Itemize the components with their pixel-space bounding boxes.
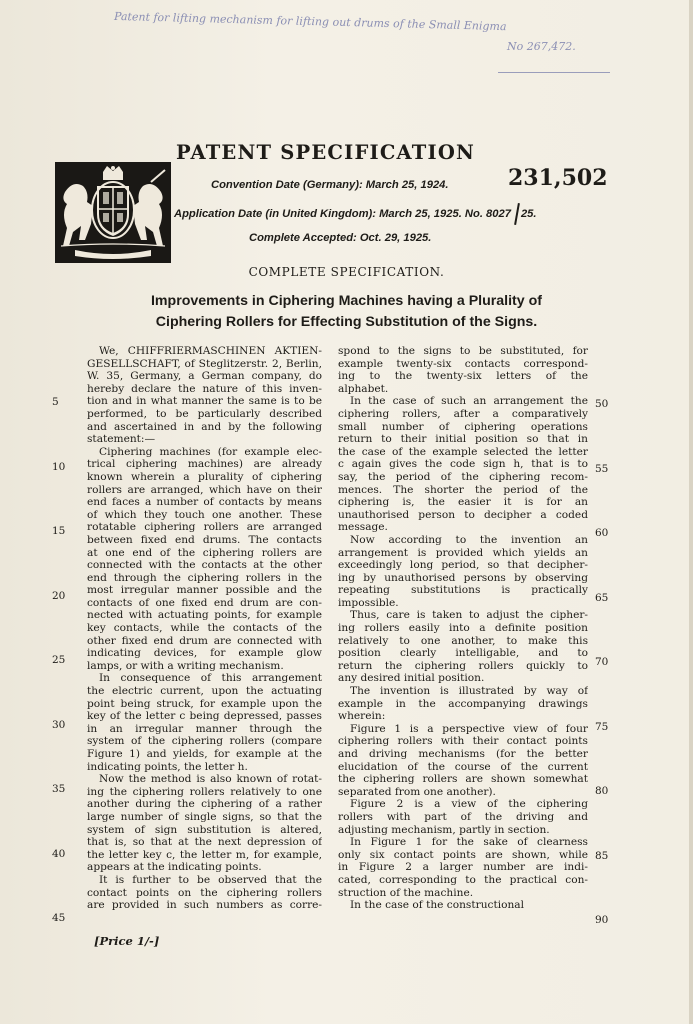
text-line: example in the accompanying drawings [338,697,588,710]
text-line: rollers are arranged, which have on their [87,483,322,496]
application-date-suffix: 25. [520,207,537,220]
text-line: ciphering is, the easier it is for an [338,496,588,509]
line-number: 15 [52,525,66,537]
text-line: most irregular manner possible and the [87,584,322,597]
royal-coat-of-arms-icon [55,162,171,263]
line-number: 70 [595,656,609,668]
text-line: cated, corresponding to the practical con- [338,873,588,886]
line-number: 25 [52,654,66,666]
text-line: point being struck, for example upon the [87,697,322,710]
text-line: spond to the signs to be substituted, for [338,345,588,357]
text-line: contact points on the ciphering rollers [87,886,322,899]
line-number: 65 [595,591,609,604]
text-line: that is, so that at the next depression of [87,836,322,849]
text-line: only six contact points are shown, while [338,848,588,861]
text-line: rollers with part of the driving and [338,810,588,823]
text-line: unauthorised person to decipher a coded [338,508,588,521]
line-number: 10 [52,460,66,473]
text-line: key contacts, while the contacts of the [87,622,322,635]
text-line: It is further to be observed that the [99,873,322,886]
text-line: are provided in such numbers as corre- [87,899,322,912]
slash-mark [514,203,520,225]
handwritten-note-line2: No 267,472. [507,40,576,53]
text-line: W. 35, Germany, a German company, do [87,370,322,383]
text-line: relatively to one another, to make this [338,634,588,647]
text-line: small number of ciphering operations [338,420,588,433]
complete-accepted-date: Complete Accepted: Oct. 29, 1925. [249,232,432,244]
text-line: other fixed end drum are connected with [87,634,322,647]
handwritten-note-line1: Patent for lifting mechanism for lifting out drums of the Small Enigma [113,9,507,34]
text-line: the letter key c, the letter m, for example, [87,848,322,861]
line-number: 30 [52,718,66,731]
text-line: of which they touch one another. These [87,508,322,521]
text-line: Figure 2 is a view of the ciphering [350,798,588,811]
application-date [174,203,537,225]
text-line: message. [338,521,388,534]
text-line: Now according to the invention an [350,533,588,546]
text-line: in Figure 2 a larger number are indi- [338,861,588,874]
text-line: ciphering rollers with their contact points [338,735,588,748]
text-line: In the case of such an arrangement the [350,395,588,408]
text-line: wherein: [338,710,386,723]
text-line: We, CHIFFRIERMASCHINEN AKTIEN- [99,345,322,357]
invention-title-line2: Ciphering Rollers for Effecting Substitution of the Signs. [155,314,538,330]
text-line: c again gives the code sign h, that is to [338,458,588,471]
text-line: trical ciphering machines) are already [87,458,322,471]
line-number: 20 [52,589,66,602]
line-number: 80 [595,785,609,797]
text-line: return the ciphering rollers quickly to [338,659,588,672]
text-line: end faces a number of contacts by means [87,496,322,509]
right-text-column [338,345,588,912]
text-line: mences. The shorter the period of the [338,483,588,496]
text-line: repeating substitutions is practically [338,584,588,597]
text-line: Now the method is also known of rotat- [99,773,322,786]
patent-number: 231,502 [508,165,608,191]
text-line: In the case of the constructional [350,899,524,912]
text-line: appears at the indicating points. [87,861,262,874]
complete-specification-heading: COMPLETE SPECIFICATION. [248,265,445,279]
text-line: Figure 1 is a perspective view of four [350,722,588,735]
text-line: Ciphering machines (for example elec- [99,445,322,458]
text-line: key of the letter c being depressed, passes [87,710,322,723]
text-line: another during the ciphering of a rather [87,798,322,811]
text-line: The invention is illustrated by way of [350,685,588,698]
text-line: the case of the example selected the letter [338,445,588,458]
convention-date: Convention Date (Germany): March 25, 1924. [211,179,449,191]
text-line: system of the ciphering rollers (compare [87,735,322,748]
text-line: contacts of one fixed end drum are con- [87,596,322,609]
text-line: indicating points, the letter h. [87,760,248,773]
text-line: Thus, care is taken to adjust the cipher- [350,609,588,622]
text-line: and driving mechanisms (for the better [338,748,588,760]
price-label: [Price 1/-] [94,934,160,948]
page-edge [689,0,693,1024]
line-number: 5 [52,396,59,408]
text-line: in an irregular manner through the [87,722,322,735]
text-line: rotatable ciphering rollers are arranged [87,521,322,534]
text-line: nected with actuating points, for example [87,609,322,622]
line-number: 75 [595,720,609,733]
line-number: 35 [52,783,66,795]
line-number: 55 [595,462,609,475]
text-line: performed, to be particularly described [87,407,322,420]
text-line: example twenty-six contacts correspond- [338,357,588,370]
text-line: at one end of the ciphering rollers are [87,546,322,559]
text-line: say, the period of the ciphering recom- [338,470,588,483]
text-line: position clearly intelligable, and to [338,647,588,660]
text-line: the electric current, upon the actuating [87,685,322,698]
text-line: ciphering rollers, after a comparatively [338,407,588,420]
text-line: exceedingly long period, so that decipher- [338,559,588,572]
line-number: 50 [595,398,609,410]
application-date-text: Application Date (in United Kingdom): March 25, 1925. No. 8027 [174,207,511,220]
text-line: hereby declare the nature of this inven- [87,382,322,395]
text-line: system of sign substitution is altered, [87,823,322,836]
text-line: GESELLSCHAFT, of Steglitzerstr. 2, Berlin, [87,357,322,370]
line-number: 85 [595,849,609,862]
text-line: indicating devices, for example glow [87,647,322,660]
line-number: 40 [52,847,66,860]
text-line: In Figure 1 for the sake of clearness [350,836,588,849]
text-line: large number of single signs, so that the [87,810,322,823]
text-line: ing the ciphering rollers relatively to one [87,785,322,798]
text-line: known wherein a plurality of ciphering [87,470,322,483]
page-title: PATENT SPECIFICATION [176,141,476,164]
text-line: the ciphering rollers are shown somewhat [338,773,588,786]
text-line: lamps, or with a writing mechanism. [87,659,284,672]
text-line: statement:— [87,433,156,446]
text-line: adjusting mechanism, partly in section. [338,823,550,836]
left-text-column [87,345,322,912]
text-line: ing rollers easily into a definite position [338,622,588,635]
text-line: separated from one another). [338,785,496,798]
text-line: and ascertained in and by the following [87,420,322,433]
handwritten-underline [498,72,610,73]
text-line: tion and in what manner the same is to be [87,395,322,408]
text-line: elucidation of the course of the current [338,760,588,773]
text-line: alphabet. [338,382,389,395]
line-number: 45 [52,912,66,924]
line-number: 60 [595,527,609,539]
text-line: ing to the twenty-six letters of the [338,370,588,383]
text-line: return to their initial position so that in [338,433,588,446]
text-line: any desired initial position. [338,672,485,685]
line-number: 90 [595,914,609,926]
text-line: struction of the machine. [338,886,474,899]
invention-title-line1: Improvements in Ciphering Machines having a Plurality of [150,293,543,309]
text-line: connected with the contacts at the other [87,559,322,572]
text-line: In consequence of this arrangement [99,672,322,685]
text-line: end through the ciphering rollers in the [87,571,322,584]
text-line: between fixed end drums. The contacts [87,533,322,546]
text-line: Figure 1) and yields, for example at the [87,748,322,760]
text-line: arrangement is provided which yields an [338,546,588,559]
text-line: ing by unauthorised persons by observing [338,571,588,584]
text-line: impossible. [338,596,399,609]
